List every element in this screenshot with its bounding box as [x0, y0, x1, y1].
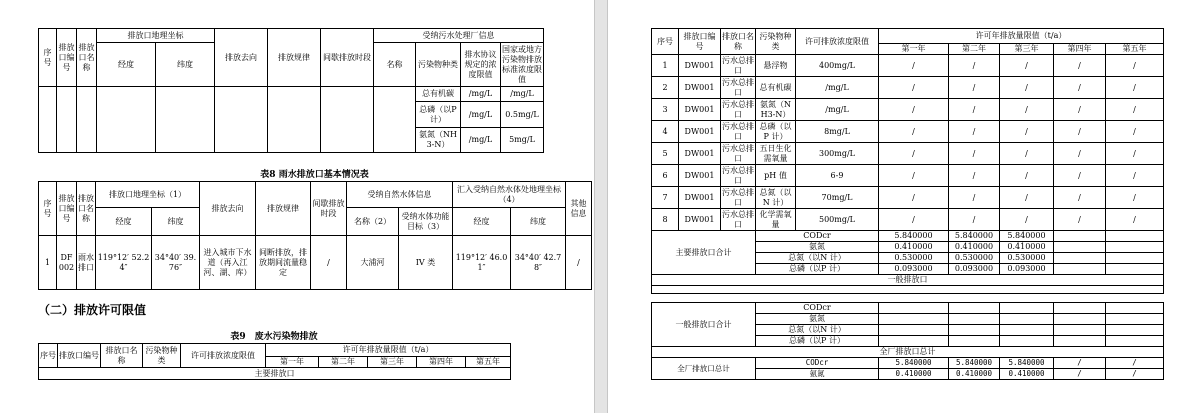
- header-confluence-coords: 汇入受纳自然水体处地理坐标（4）: [453, 182, 566, 208]
- seq-cell: [39, 87, 57, 153]
- year-2-cell: /: [949, 165, 1000, 187]
- header-latitude: 纬度: [156, 43, 215, 87]
- header-latitude2: 纬度: [511, 208, 566, 236]
- year-4-total-cell: [1054, 264, 1106, 275]
- year-2-total-cell: [949, 336, 1000, 347]
- year-5-total-cell: [1106, 336, 1164, 347]
- agreement-limit-cell: /mg/L: [461, 128, 501, 153]
- header-outlet-no: 排放口编号: [57, 29, 77, 87]
- total-row: [652, 231, 1164, 242]
- outlet-no-cell: DW001: [679, 187, 721, 209]
- seq-cell: 1: [39, 236, 57, 290]
- standard-limit-cell: /mg/L: [501, 87, 544, 102]
- total-pollutant-cell: 氨氮: [756, 369, 879, 380]
- header-seq: 序号: [39, 29, 57, 87]
- year-3-cell: /: [1000, 187, 1054, 209]
- header-pattern: 排放规律: [256, 182, 311, 236]
- conc-limit-cell: /mg/L: [796, 99, 879, 121]
- page-right: [608, 0, 1197, 413]
- year-3-cell: /: [1000, 143, 1054, 165]
- year-5-total-cell: [1106, 231, 1164, 242]
- header-standard-limit: 国家或地方污染物排放标准浓度限值: [501, 43, 544, 87]
- pollutant-cell: 总磷（以P 计）: [756, 121, 796, 143]
- pollutant-data-row: [652, 187, 1164, 209]
- header-conc-limit: 许可排放浓度限值: [181, 344, 266, 368]
- header-seq: 序号: [652, 29, 679, 55]
- header-geo-coords: 排放口地理坐标（1）: [96, 182, 200, 208]
- pollutant-cell: 总有机碳: [416, 87, 461, 102]
- pollutant-data-row: [652, 99, 1164, 121]
- pollutant-row: [39, 87, 544, 102]
- standard-limit-cell: 5mg/L: [501, 128, 544, 153]
- year-2-total-cell: 0.410000: [949, 242, 1000, 253]
- header-pattern: 排放规律: [268, 29, 321, 87]
- total-pollutant-cell: CODcr: [756, 303, 879, 314]
- year-5-cell: /: [1106, 165, 1164, 187]
- seq-cell: 5: [652, 143, 679, 165]
- year-4-total-cell: [1054, 336, 1106, 347]
- pollutant-cell: 五日生化需氧量: [756, 143, 796, 165]
- header-water-info: 受纳自然水体信息: [347, 182, 453, 208]
- header-water-target: 受纳水体功能目标（3）: [399, 208, 453, 236]
- header-annual-limit: 许可年排放量限值（t/a）: [879, 29, 1164, 44]
- total-pollutant-cell: 总氮（以N 计）: [756, 253, 879, 264]
- year-5-total-cell: [1106, 264, 1164, 275]
- year-3-total-cell: 0.530000: [1000, 253, 1054, 264]
- outlet-no-cell: DW001: [679, 77, 721, 99]
- water-name-cell: 大浦河: [347, 236, 399, 290]
- header-conc-limit: 许可排放浓度限值: [796, 29, 879, 55]
- wastewater-limits-table: [38, 343, 511, 380]
- year-2-total-cell: 0.410000: [949, 369, 1000, 380]
- header-year-4: 第四年: [417, 357, 466, 368]
- year-5-total-cell: [1106, 303, 1164, 314]
- general-outlet-section-row: [652, 275, 1164, 286]
- year-4-total-cell: [1054, 303, 1106, 314]
- header-outlet-no: 排放口编号: [679, 29, 721, 55]
- total-label-cell: 全厂排放口总计: [652, 358, 756, 380]
- agreement-limit-cell: /mg/L: [461, 102, 501, 128]
- outlet-name-cell: 污水总排口: [722, 209, 754, 229]
- header-outlet-no: 排放口编号: [57, 182, 77, 236]
- header-outlet-name: 排放口名称: [101, 344, 143, 368]
- year-1-cell: /: [879, 165, 949, 187]
- year-2-cell: /: [949, 121, 1000, 143]
- seq-cell: 6: [652, 165, 679, 187]
- page-left: [0, 0, 594, 413]
- outlet-name-cell: 污水总排口: [722, 187, 754, 207]
- year-2-total-cell: [949, 325, 1000, 336]
- plant-total-section-row: [652, 347, 1164, 358]
- year-4-cell: /: [1054, 55, 1106, 77]
- outlet-no-cell: DW001: [679, 55, 721, 77]
- seq-cell: 7: [652, 187, 679, 209]
- header-year-5: 第五年: [466, 357, 511, 368]
- longitude2-cell: 119°12′ 46.01″: [453, 236, 511, 290]
- header-year-5: 第五年: [1106, 44, 1164, 55]
- year-1-cell: /: [879, 209, 949, 231]
- year-3-cell: /: [1000, 209, 1054, 231]
- year-4-cell: /: [1054, 143, 1106, 165]
- year-1-total-cell: 5.840000: [879, 358, 949, 369]
- conc-limit-cell: 300mg/L: [796, 143, 879, 165]
- year-5-total-cell: [1106, 325, 1164, 336]
- year-5-cell: /: [1106, 187, 1164, 209]
- year-3-total-cell: 0.410000: [1000, 369, 1054, 380]
- outlet-name-cell: 污水总排口: [722, 55, 754, 75]
- year-4-cell: /: [1054, 77, 1106, 99]
- header-pollutant-type: 污染物种类: [756, 29, 796, 55]
- table-gap-row-cell: [652, 294, 1164, 303]
- year-2-cell: /: [949, 55, 1000, 77]
- header-latitude: 纬度: [152, 208, 200, 236]
- year-3-total-cell: [1000, 314, 1054, 325]
- year-5-cell: /: [1106, 143, 1164, 165]
- latitude2-cell: 34°40′ 42.78″: [511, 236, 566, 290]
- outlet-name-cell: 污水总排口: [722, 165, 754, 185]
- year-2-total-cell: 5.840000: [949, 358, 1000, 369]
- year-1-cell: /: [879, 143, 949, 165]
- year-2-total-cell: 0.530000: [949, 253, 1000, 264]
- year-4-total-cell: [1054, 314, 1106, 325]
- seq-cell: 8: [652, 209, 679, 231]
- table-gap-row: [652, 294, 1164, 303]
- year-1-total-cell: [879, 303, 949, 314]
- conc-limit-cell: 500mg/L: [796, 209, 879, 231]
- header-year-3: 第三年: [1000, 44, 1054, 55]
- year-4-total-cell: [1054, 325, 1106, 336]
- year-5-total-cell: [1106, 314, 1164, 325]
- year-1-total-cell: [879, 325, 949, 336]
- pollutant-cell: 氨氮（NH3-N）: [416, 128, 461, 153]
- longitude-cell: [97, 87, 156, 153]
- header-plant-name: 名称: [374, 43, 416, 87]
- pollutant-data-row: [652, 165, 1164, 187]
- page-divider: [594, 0, 608, 413]
- pollutant-cell: pH 值: [756, 165, 796, 187]
- year-3-total-cell: 0.093000: [1000, 264, 1054, 275]
- outlet-no-cell: DW001: [679, 165, 721, 187]
- header-seq: 序号: [39, 344, 58, 368]
- year-3-cell: /: [1000, 121, 1054, 143]
- header-outlet-name: 排放口名称: [77, 182, 96, 236]
- year-3-total-cell: [1000, 336, 1054, 347]
- year-1-cell: /: [879, 121, 949, 143]
- header-agreement-limit: 排水协议规定的浓度限值: [461, 43, 501, 87]
- pollutant-data-row: [652, 121, 1164, 143]
- header-year-1: 第一年: [266, 357, 319, 368]
- year-4-total-cell: [1054, 231, 1106, 242]
- plant-total-section-row-cell: 全厂排放口总计: [652, 347, 1164, 358]
- year-5-total-cell: /: [1106, 358, 1164, 369]
- header-pollutant-type: 污染物种类: [143, 344, 181, 368]
- conc-limit-cell: 8mg/L: [796, 121, 879, 143]
- year-2-cell: /: [949, 99, 1000, 121]
- header-annual-limit: 许可年排放量限值（t/a）: [266, 344, 511, 357]
- seq-cell: 4: [652, 121, 679, 143]
- outlet-no-cell: DW001: [679, 209, 721, 231]
- pollutant-data-row: [652, 55, 1164, 77]
- outlet-no-cell: [57, 87, 77, 153]
- pollutant-cell: 总氮（以N 计）: [756, 187, 796, 209]
- header-direction: 排放去向: [215, 29, 268, 87]
- seq-cell: 1: [652, 55, 679, 77]
- year-1-cell: /: [879, 187, 949, 209]
- latitude-cell: 34°40′ 39.76″: [152, 236, 200, 290]
- outlet-name-cell: 污水总排口: [722, 77, 754, 97]
- year-2-total-cell: [949, 314, 1000, 325]
- seq-cell: 2: [652, 77, 679, 99]
- year-4-total-cell: /: [1054, 369, 1106, 380]
- year-1-total-cell: 0.093000: [879, 264, 949, 275]
- total-row: [652, 303, 1164, 314]
- seq-cell: 3: [652, 99, 679, 121]
- header-longitude: 经度: [97, 43, 156, 87]
- year-1-cell: /: [879, 99, 949, 121]
- outlet-no-cell: DW001: [679, 99, 721, 121]
- total-pollutant-cell: 总氮（以N 计）: [756, 325, 879, 336]
- header-pollutant-type: 污染物种类: [416, 43, 461, 87]
- longitude-cell: 119°12′ 52.24″: [96, 236, 152, 290]
- outlet-name-cell: 污水总排口: [722, 121, 754, 141]
- year-1-cell: /: [879, 77, 949, 99]
- total-pollutant-cell: 氨氮: [756, 242, 879, 253]
- outlet-name-cell: [77, 87, 97, 153]
- empty-row-cell: [652, 286, 1164, 294]
- header-water-name: 名称（2）: [347, 208, 399, 236]
- total-row: [652, 358, 1164, 369]
- year-2-cell: /: [949, 143, 1000, 165]
- table9-title: 表9 废水污染物排放: [230, 332, 318, 342]
- year-1-total-cell: 0.410000: [879, 242, 949, 253]
- total-label-cell: 一般排放口合计: [652, 303, 756, 347]
- direction-cell: [215, 87, 268, 153]
- year-2-cell: /: [949, 77, 1000, 99]
- year-1-total-cell: 5.840000: [879, 231, 949, 242]
- header-direction: 排放去向: [200, 182, 256, 236]
- year-1-total-cell: 0.530000: [879, 253, 949, 264]
- header-longitude2: 经度: [453, 208, 511, 236]
- year-3-total-cell: 5.840000: [1000, 231, 1054, 242]
- conc-limit-cell: 400mg/L: [796, 55, 879, 77]
- rainwater-outlet-row: [39, 236, 592, 290]
- header-year-2: 第二年: [949, 44, 1000, 55]
- year-2-total-cell: 0.093000: [949, 264, 1000, 275]
- year-1-total-cell: [879, 336, 949, 347]
- rainwater-outlet-table: [38, 181, 592, 290]
- year-5-cell: /: [1106, 99, 1164, 121]
- pollutant-data-row: [652, 143, 1164, 165]
- header-seq: 序号: [39, 182, 57, 236]
- header-other-info: 其他信息: [566, 182, 592, 236]
- standard-limit-cell: 0.5mg/L: [501, 102, 544, 128]
- header-year-4: 第四年: [1054, 44, 1106, 55]
- year-4-total-cell: [1054, 242, 1106, 253]
- outlet-no-cell: DW001: [679, 143, 721, 165]
- total-pollutant-cell: CODcr: [756, 231, 879, 242]
- section-heading: （二）排放许可限值: [38, 303, 147, 317]
- header-outlet-no: 排放口编号: [58, 344, 101, 368]
- outlet-no-cell: DW001: [679, 121, 721, 143]
- year-4-cell: /: [1054, 165, 1106, 187]
- year-5-total-cell: [1106, 253, 1164, 264]
- year-4-cell: /: [1054, 99, 1106, 121]
- header-outlet-name: 排放口名称: [721, 29, 756, 55]
- year-1-total-cell: [879, 314, 949, 325]
- total-label-cell: 主要排放口合计: [652, 231, 756, 275]
- year-2-total-cell: 5.840000: [949, 231, 1000, 242]
- pollutant-cell: 总磷（以P 计）: [416, 102, 461, 128]
- year-4-total-cell: /: [1054, 358, 1106, 369]
- year-1-cell: /: [879, 55, 949, 77]
- year-5-total-cell: [1106, 242, 1164, 253]
- year-1-total-cell: 0.410000: [879, 369, 949, 380]
- intermittent-cell: /: [311, 236, 347, 290]
- conc-limit-cell: /mg/L: [796, 77, 879, 99]
- pollutant-cell: 总有机碳: [756, 77, 796, 99]
- year-3-cell: /: [1000, 99, 1054, 121]
- year-3-total-cell: [1000, 303, 1054, 314]
- year-5-cell: /: [1106, 77, 1164, 99]
- pollutant-cell: 化学需氧量: [756, 209, 796, 231]
- year-5-cell: /: [1106, 55, 1164, 77]
- header-intermittent: 间歇排放时段: [321, 29, 374, 87]
- header-intermittent: 间歇排放时段: [311, 182, 347, 236]
- header-year-2: 第二年: [319, 357, 368, 368]
- general-outlet-section-row-cell: 一般排放口: [652, 275, 1164, 286]
- pollutant-data-row: [652, 209, 1164, 231]
- header-year-3: 第三年: [368, 357, 417, 368]
- year-4-cell: /: [1054, 187, 1106, 209]
- pollutant-data-row: [652, 77, 1164, 99]
- year-3-cell: /: [1000, 77, 1054, 99]
- conc-limit-cell: 70mg/L: [796, 187, 879, 209]
- year-3-total-cell: 0.410000: [1000, 242, 1054, 253]
- pollutant-cell: 悬浮物: [756, 55, 796, 77]
- header-outlet-name: 排放口名称: [77, 29, 97, 87]
- year-3-total-cell: [1000, 325, 1054, 336]
- main-outlet-section-row: [39, 368, 511, 380]
- header-year-1: 第一年: [879, 44, 949, 55]
- pollutant-cell: 氨氮（NH3-N）: [756, 99, 796, 121]
- outlet-name-cell: 雨水排口: [77, 236, 96, 290]
- sewage-outlet-table: [38, 28, 544, 153]
- year-5-cell: /: [1106, 209, 1164, 231]
- outlet-name-cell: 污水总排口: [722, 143, 754, 163]
- header-plant-info: 受纳污水处理厂信息: [374, 29, 544, 43]
- other-info-cell: /: [566, 236, 592, 290]
- latitude-cell: [156, 87, 215, 153]
- year-2-total-cell: [949, 303, 1000, 314]
- outlet-name-cell: 污水总排口: [722, 99, 754, 119]
- total-pollutant-cell: 总磷（以P 计）: [756, 336, 879, 347]
- pattern-cell: 间断排放，排放期间流量稳定: [256, 236, 311, 290]
- agreement-limit-cell: /mg/L: [461, 87, 501, 102]
- year-5-cell: /: [1106, 121, 1164, 143]
- total-pollutant-cell: CODcr: [756, 358, 879, 369]
- year-3-total-cell: 5.840000: [1000, 358, 1054, 369]
- empty-row: [652, 286, 1164, 294]
- total-pollutant-cell: 总磷（以P 计）: [756, 264, 879, 275]
- year-5-total-cell: /: [1106, 369, 1164, 380]
- year-3-cell: /: [1000, 55, 1054, 77]
- plant-name-cell: [374, 87, 416, 153]
- water-target-cell: IV 类: [399, 236, 453, 290]
- main-outlet-section-cell: 主要排放口: [39, 368, 511, 380]
- year-2-cell: /: [949, 209, 1000, 231]
- conc-limit-cell: 6-9: [796, 165, 879, 187]
- outlet-no-cell: DF002: [57, 236, 77, 290]
- total-pollutant-cell: 氨氮: [756, 314, 879, 325]
- intermittent-cell: [321, 87, 374, 153]
- year-4-total-cell: [1054, 253, 1106, 264]
- pattern-cell: [268, 87, 321, 153]
- year-3-cell: /: [1000, 165, 1054, 187]
- wastewater-limits-table-continuation: [651, 28, 1164, 380]
- table8-title: 表8 雨水排放口基本情况表: [260, 170, 369, 180]
- year-4-cell: /: [1054, 209, 1106, 231]
- header-geo-coords: 排放口地理坐标: [97, 29, 215, 43]
- year-2-cell: /: [949, 187, 1000, 209]
- year-4-cell: /: [1054, 121, 1106, 143]
- direction-cell: 进入城市下水道（再入江河、湖、库）: [200, 236, 256, 290]
- header-longitude: 经度: [96, 208, 152, 236]
